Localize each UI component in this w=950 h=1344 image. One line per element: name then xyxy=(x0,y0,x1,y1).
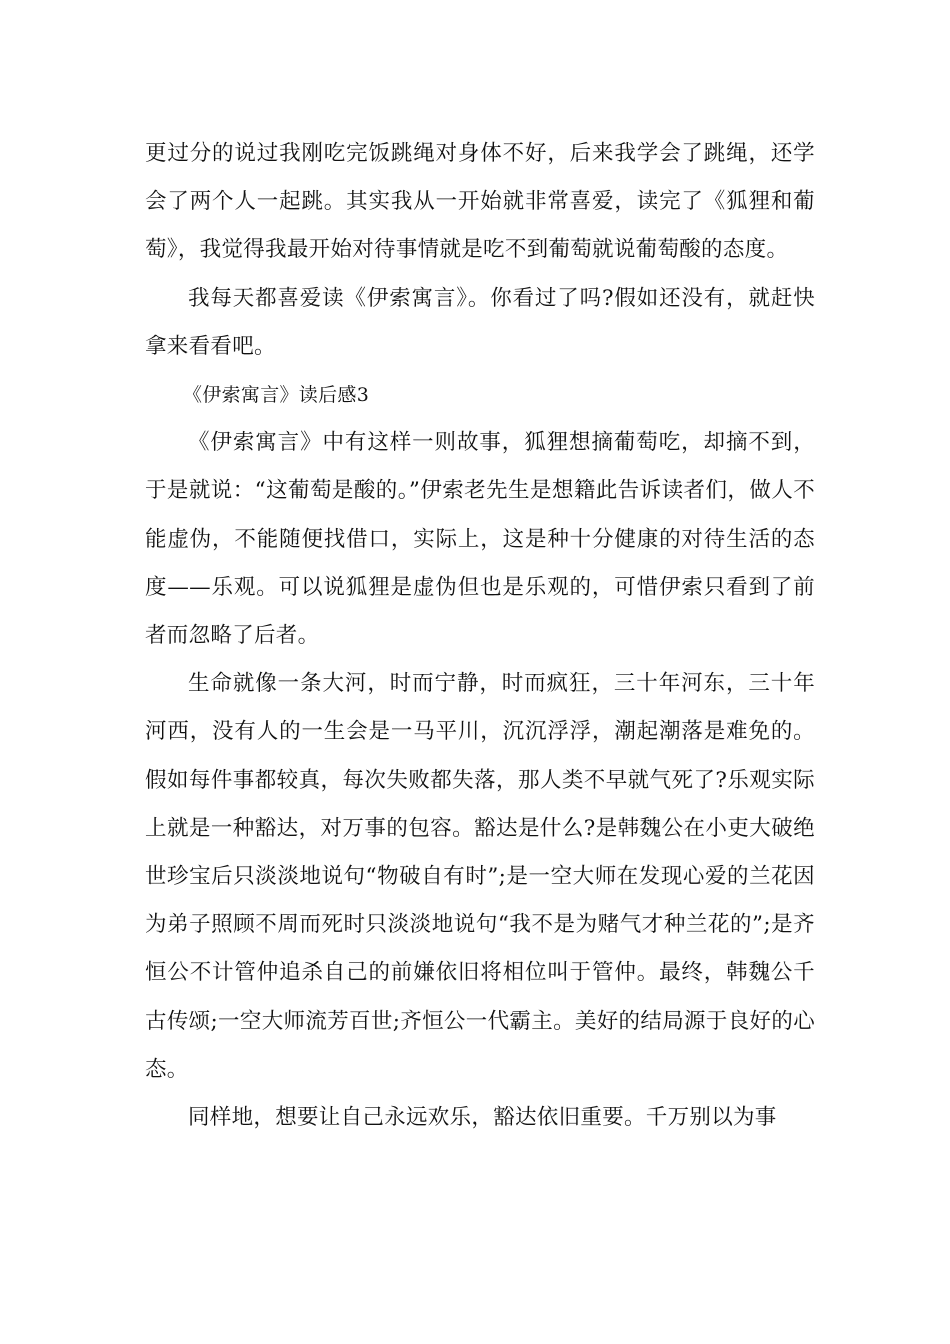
paragraph: 我每天都喜爱读《伊索寓言》。你看过了吗?假如还没有，就赶快拿来看看吧。 xyxy=(145,285,815,359)
paragraph: 同样地，想要让自己永远欢乐，豁达依旧重要。千万别以为事 xyxy=(188,1105,777,1131)
document-body xyxy=(145,130,815,1142)
section-heading: 《伊索寓言》读后感3 xyxy=(183,384,370,407)
paragraph: 《伊索寓言》中有这样一则故事，狐狸想摘葡萄吃，却摘不到，于是就说：“这葡萄是酸的。”伊索老先生是想籍此告诉读者们，做人不能虚伪，不能随便找借口，实际上，这是种十分健康的对待生活的态度——乐观。可以说狐狸是虚伪但也是乐观的，可惜伊索只看到了前者而忽略了后者。 xyxy=(145,430,815,649)
paragraph: 生命就像一条大河，时而宁静，时而疯狂，三十年河东，三十年河西，没有人的一生会是一马平川，沉沉浮浮，潮起潮落是难免的。假如每件事都较真，每次失败都失落，那人类不早就气死了?乐观实际上就是一种豁达，对万事的包容。豁达是什么?是韩魏公在小吏大破绝世珍宝后只淡淡地说句“物破自有时”;是一空大师在发现心爱的兰花因为弟子照顾不周而死时只淡淡地说句“我不是为赌气才种兰花的”;是齐恒公不计管仲追杀自己的前嫌依旧将相位叫于管仲。最终，韩魏公千古传颂;一空大师流芳百世;齐恒公一代霸主。美好的结局源于良好的心态。 xyxy=(145,671,815,1082)
paragraph-continuation: 更过分的说过我刚吃完饭跳绳对身体不好，后来我学会了跳绳，还学会了两个人一起跳。其实我从一开始就非常喜爱，读完了《狐狸和葡萄》，我觉得我最开始对待事情就是吃不到葡萄就说葡萄酸的态度。 xyxy=(145,141,815,263)
